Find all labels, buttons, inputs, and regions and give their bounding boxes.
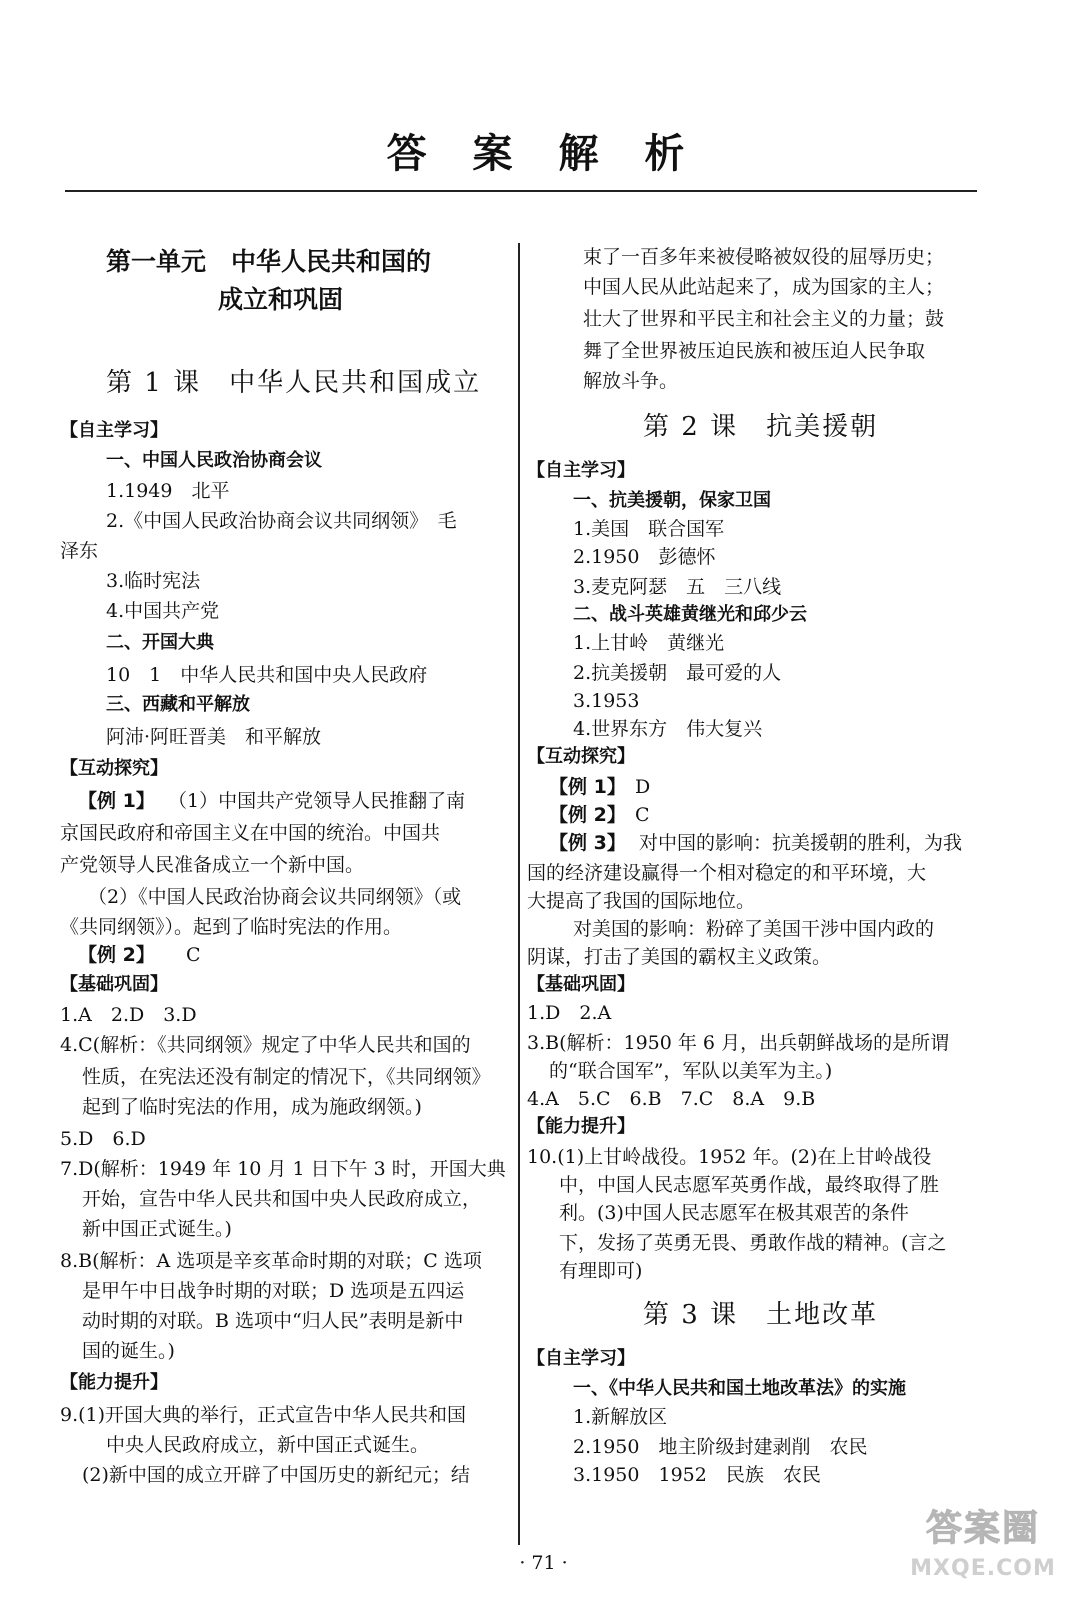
answer-line: 开始，宣告中华人民共和国中央人民政府成立， — [82, 1188, 482, 1210]
answer-line: 3.B(解析：1950 年 6 月，出兵朝鲜战场的是所谓 — [527, 1032, 950, 1054]
section-heading: 【基础巩固】 — [527, 974, 635, 995]
answer-line: 下，发扬了英勇无畏、勇敢作战的精神。(言之 — [559, 1232, 947, 1254]
watermark-url: MXQE.COM — [910, 1556, 1056, 1581]
answer-line: 对中国的影响：抗美援朝的胜利，为我 — [639, 832, 963, 854]
page-number: · 71 · — [519, 1552, 568, 1574]
answer-line: 性质，在宪法还没有制定的情况下，《共同纲领》 — [82, 1066, 491, 1088]
answer-line: 5.D 6.D — [60, 1128, 146, 1150]
answer-line: 1.新解放区 — [573, 1406, 668, 1428]
answer-line: 束了一百多年来被侵略被奴役的屈辱历史； — [583, 246, 945, 268]
lesson-1-title: 第 1 课 中华人民共和国成立 — [106, 368, 482, 398]
answer-line: 1.上甘岭 黄继光 — [573, 632, 725, 654]
section-heading: 【自主学习】 — [527, 460, 635, 481]
answer-line: 是甲午中日战争时期的对联；D 选项是五四运 — [82, 1280, 465, 1302]
answer-line: C — [635, 804, 650, 826]
subsection-heading: 一、《中华人民共和国土地改革法》的实施 — [573, 1378, 906, 1399]
title-rule — [65, 190, 977, 192]
answer-line: 产党领导人民准备成立一个新中国。 — [60, 854, 365, 876]
answer-line: 国的经济建设赢得一个相对稳定的和平环境，大 — [527, 862, 927, 884]
answer-line: 有理即可) — [559, 1260, 643, 1282]
answer-line: 10.(1)上甘岭战役。1952 年。(2)在上甘岭战役 — [527, 1146, 932, 1168]
answer-line: 10 1 中华人民共和国中央人民政府 — [106, 664, 428, 686]
answer-line: 的“联合国军”，军队以美军为主。) — [549, 1060, 833, 1082]
answer-line: 3.临时宪法 — [106, 570, 201, 592]
answer-line: 1.A 2.D 3.D — [60, 1004, 197, 1026]
answer-line: 中央人民政府成立，新中国正式诞生。 — [106, 1434, 430, 1456]
answer-line: 阴谋，打击了美国的霸权主义政策。 — [527, 946, 832, 968]
subsection-heading: 二、战斗英雄黄继光和邱少云 — [573, 604, 807, 625]
answer-line: 4.A 5.C 6.B 7.C 8.A 9.B — [527, 1088, 816, 1110]
answer-line: 4.中国共产党 — [106, 600, 220, 622]
answer-line: 2.《中国人民政治协商会议共同纲领》 毛 — [106, 510, 457, 532]
answer-line: 《共同纲领》）。起到了临时宪法的作用。 — [60, 916, 403, 938]
page-title: 答 案 解 析 — [386, 131, 701, 177]
answer-line: 1.1949 北平 — [106, 480, 230, 502]
answer-line: 1.美国 联合国军 — [573, 518, 725, 540]
answer-line: 对美国的影响：粉碎了美国干涉中国内政的 — [573, 918, 935, 940]
section-heading: 【基础巩固】 — [60, 974, 168, 995]
section-heading: 【自主学习】 — [60, 420, 168, 441]
answer-line: 大提高了我国的国际地位。 — [527, 890, 756, 912]
answer-line: 2.抗美援朝 最可爱的人 — [573, 662, 782, 684]
section-heading: 【能力提升】 — [527, 1116, 635, 1137]
answer-line: 新中国正式诞生。) — [82, 1218, 232, 1240]
subsection-heading: 一、抗美援朝，保家卫国 — [573, 490, 771, 511]
answer-line: 中国人民从此站起来了，成为国家的主人； — [583, 276, 945, 298]
section-heading: 【互动探究】 — [527, 746, 635, 767]
answer-line: 利。(3)中国人民志愿军在极其艰苦的条件 — [559, 1202, 909, 1224]
unit-title-line-1: 第一单元 中华人民共和国的 — [106, 247, 432, 276]
example-label: 【例 2】 — [549, 804, 626, 826]
answer-line: D — [635, 776, 651, 798]
answer-line: 4.世界东方 伟大复兴 — [573, 718, 763, 740]
answer-line: 7.D(解析：1949 年 10 月 1 日下午 3 时，开国大典 — [60, 1158, 506, 1180]
answer-line: 国的诞生。) — [82, 1340, 175, 1362]
answer-line: 中，中国人民志愿军英勇作战，最终取得了胜 — [559, 1174, 940, 1196]
answer-line: 解放斗争。 — [583, 370, 679, 392]
answer-line: 泽东 — [60, 540, 99, 562]
answer-line: 舞了全世界被压迫民族和被压迫人民争取 — [583, 340, 926, 362]
unit-title-line-2: 成立和巩固 — [218, 285, 344, 314]
answer-line: C — [186, 944, 201, 966]
answer-line: 2.1950 地主阶级封建剥削 农民 — [573, 1436, 868, 1458]
answer-line: （2）《中国人民政治协商会议共同纲领》（或 — [88, 886, 462, 908]
example-label: 【例 3】 — [549, 832, 626, 854]
answer-line: 3.1950 1952 民族 农民 — [573, 1464, 821, 1486]
answer-line: 9.(1)开国大典的举行，正式宣告中华人民共和国 — [60, 1404, 467, 1426]
lesson-2-title: 第 2 课 抗美援朝 — [643, 412, 879, 442]
answer-line: （1）中国共产党领导人民推翻了南 — [168, 790, 466, 812]
answer-line: 阿沛·阿旺晋美 和平解放 — [106, 726, 322, 748]
section-heading: 【自主学习】 — [527, 1348, 635, 1369]
answer-line: 8.B(解析：A 选项是辛亥革命时期的对联；C 选项 — [60, 1250, 482, 1272]
answer-line: 京国民政府和帝国主义在中国的统治。中国共 — [60, 822, 441, 844]
answer-line: 壮大了世界和平民主和社会主义的力量；鼓 — [583, 308, 945, 330]
example-label: 【例 2】 — [78, 944, 155, 966]
watermark-logo-text: 答案圈 — [925, 1508, 1040, 1549]
answer-line: (2)新中国的成立开辟了中国历史的新纪元；结 — [82, 1464, 470, 1486]
answer-line: 2.1950 彭德怀 — [573, 546, 716, 568]
subsection-heading: 二、开国大典 — [106, 632, 214, 653]
watermark-logo — [893, 1500, 1073, 1592]
answer-line: 1.D 2.A — [527, 1002, 612, 1024]
lesson-3-title: 第 3 课 土地改革 — [643, 1300, 879, 1330]
column-divider — [518, 243, 520, 1545]
example-label: 【例 1】 — [78, 790, 155, 812]
answer-line: 3.1953 — [573, 690, 640, 712]
subsection-heading: 一、中国人民政治协商会议 — [106, 450, 322, 471]
section-heading: 【互动探究】 — [60, 758, 168, 779]
answer-line: 动时期的对联。B 选项中“归人民”表明是新中 — [82, 1310, 464, 1332]
answer-line: 起到了临时宪法的作用，成为施政纲领。) — [82, 1096, 422, 1118]
example-label: 【例 1】 — [549, 776, 626, 798]
answer-line: 4.C(解析：《共同纲领》规定了中华人民共和国的 — [60, 1034, 471, 1056]
subsection-heading: 三、西藏和平解放 — [106, 694, 250, 715]
section-heading: 【能力提升】 — [60, 1372, 168, 1393]
answer-line: 3.麦克阿瑟 五 三八线 — [573, 576, 782, 598]
